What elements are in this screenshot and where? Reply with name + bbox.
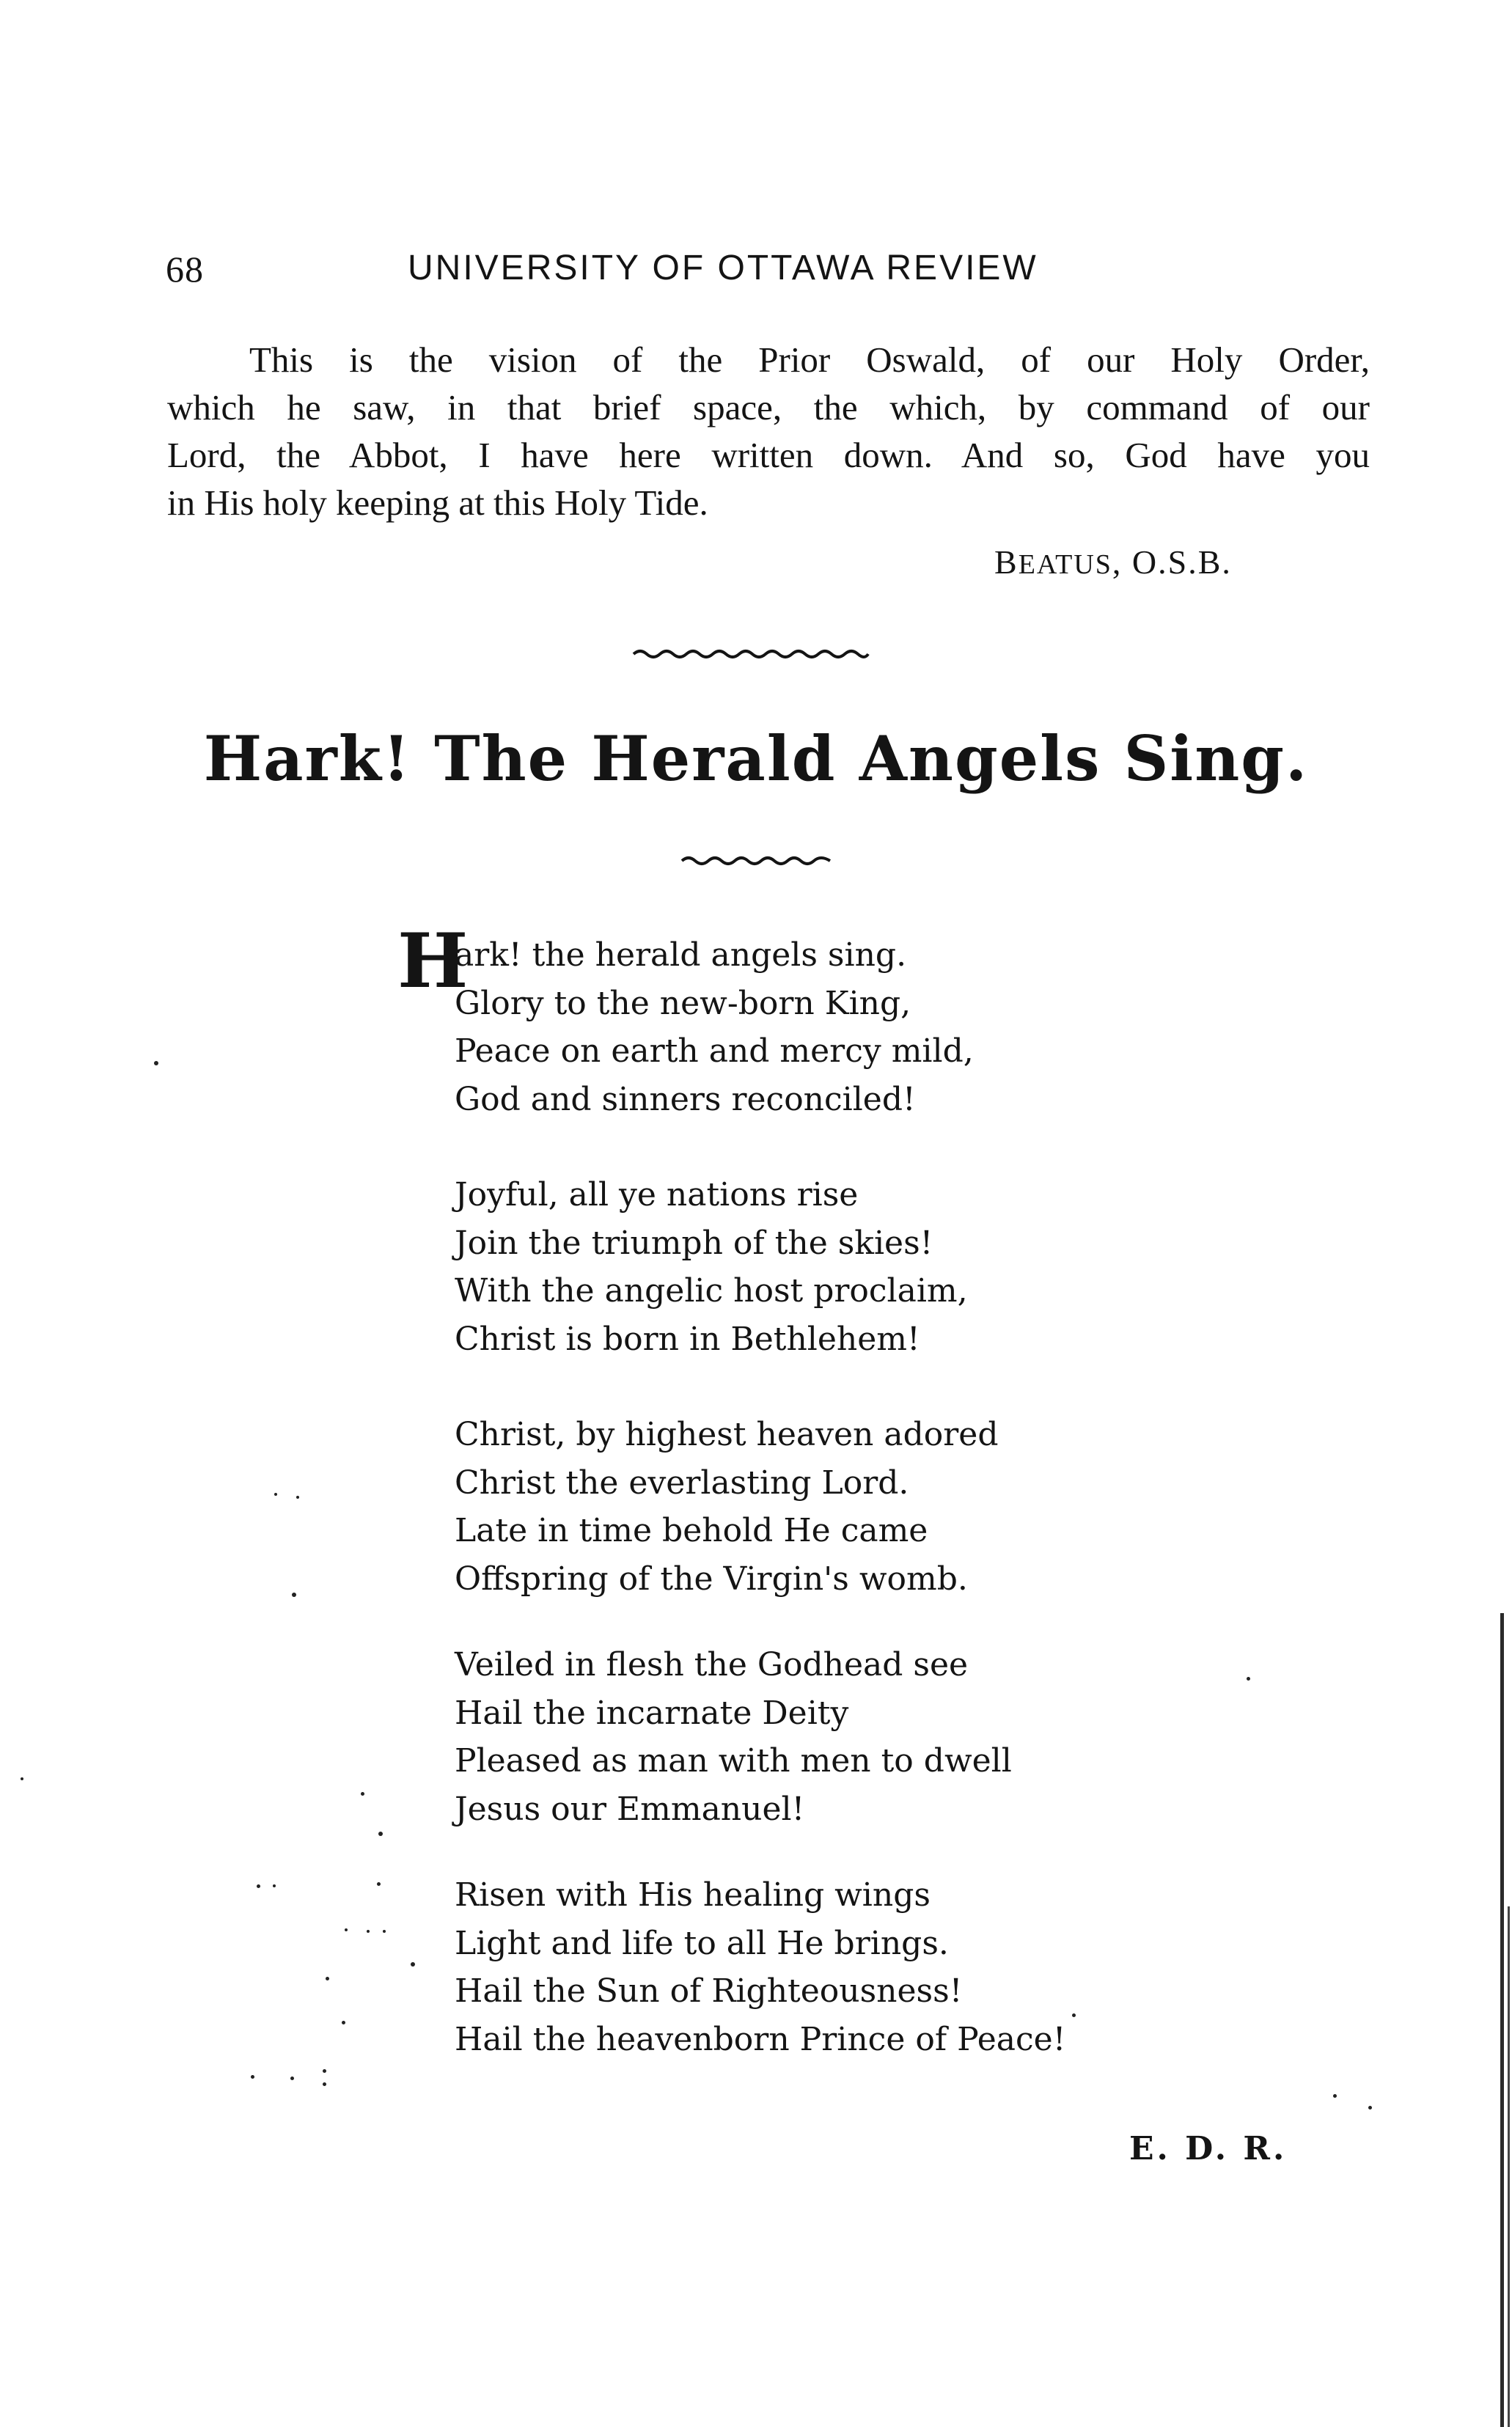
scan-speck xyxy=(383,1930,386,1933)
drop-cap: H xyxy=(397,917,469,1005)
prose-line: Lord, the Abbot, I have here written down. And so, God have you xyxy=(167,435,1370,475)
prose-line: This is the vision of the Prior Oswald, of our Holy Order, xyxy=(249,339,1370,380)
scan-edge xyxy=(1508,1906,1510,2427)
stanza xyxy=(397,917,1065,1123)
scan-speck xyxy=(154,1061,158,1065)
verse-line: Risen with His healing wings xyxy=(455,1876,931,1914)
verse-line: Christ, by highest heaven adored xyxy=(455,1416,999,1453)
scan-speck xyxy=(361,1792,364,1796)
verse-line: Jesus our Emmanuel! xyxy=(455,1790,805,1828)
scan-speck xyxy=(274,1493,277,1496)
scan-speck xyxy=(1368,2106,1372,2110)
scan-speck xyxy=(342,2021,345,2024)
prose-signature xyxy=(994,543,1232,581)
verse-line: Glory to the new-born King, xyxy=(455,984,911,1022)
scan-speck xyxy=(273,1884,276,1887)
verse-line: Veiled in flesh the Godhead see xyxy=(455,1646,969,1684)
verse-line: Join the triumph of the skies! xyxy=(455,1224,933,1262)
verse-line: Peace on earth and mercy mild, xyxy=(455,1032,974,1070)
scan-speck xyxy=(21,1777,23,1780)
scan-speck xyxy=(323,2082,326,2086)
verse-line: Hail the incarnate Deity xyxy=(455,1694,849,1732)
page-number: 68 xyxy=(166,249,204,290)
verse-line: Hail the heavenborn Prince of Peace! xyxy=(455,2020,1066,2058)
verse-line: ark! the herald angels sing. xyxy=(455,936,907,974)
scan-speck xyxy=(1247,1677,1250,1681)
poem-body xyxy=(397,917,1066,2111)
verse-line: Pleased as man with men to dwell xyxy=(455,1742,1012,1780)
signature-small-caps: EATUS xyxy=(1018,549,1112,580)
verse-line: Joyful, all ye nations rise xyxy=(455,1176,859,1214)
scan-speck xyxy=(378,1832,383,1836)
poem-signature: E. D. R. xyxy=(1129,2130,1288,2167)
scan-speck xyxy=(251,2075,254,2079)
prose-paragraph xyxy=(167,336,1370,526)
scan-speck xyxy=(367,1930,370,1933)
verse-line: Light and life to all He brings. xyxy=(455,1924,949,1962)
scan-speck xyxy=(257,1884,260,1888)
verse-line: Offspring of the Virgin's womb. xyxy=(455,1560,968,1598)
scan-speck xyxy=(1072,2013,1076,2017)
verse-line: Hail the Sun of Righteousness! xyxy=(455,1972,963,2010)
verse-line: Late in time behold He came xyxy=(455,1512,928,1549)
verse-line: Christ is born in Bethlehem! xyxy=(455,1320,920,1358)
poem-title: Hark! The Herald Angels Sing. xyxy=(203,722,1309,795)
wavy-ornament xyxy=(680,852,832,870)
stanza xyxy=(455,1171,1065,1363)
scan-speck xyxy=(292,1593,296,1597)
stanza xyxy=(455,1641,1065,1833)
scan-speck xyxy=(296,1496,299,1499)
scan-speck xyxy=(326,1977,329,1980)
scan-edge xyxy=(1500,1613,1504,2427)
scan-speck xyxy=(345,1928,348,1931)
scan-speck xyxy=(377,1882,381,1886)
scan-speck xyxy=(290,2077,294,2080)
wavy-rule-divider xyxy=(632,645,870,663)
scan-speck xyxy=(323,2069,326,2073)
scan-speck xyxy=(1333,2094,1337,2098)
running-title: UNIVERSITY OF OTTAWA REVIEW xyxy=(408,249,1038,287)
verse-line: Christ the everlasting Lord. xyxy=(455,1464,909,1502)
signature-initial: B xyxy=(994,543,1019,581)
verse-line: With the angelic host proclaim, xyxy=(455,1272,968,1310)
verse-line: God and sinners reconciled! xyxy=(455,1080,916,1118)
signature-suffix: , O.S.B. xyxy=(1112,543,1232,581)
prose-line: which he saw, in that brief space, the which, by command of our xyxy=(167,387,1370,427)
stanza xyxy=(455,1411,1065,1603)
prose-line: in His holy keeping at this Holy Tide. xyxy=(167,482,708,523)
scan-speck xyxy=(411,1962,415,1967)
stanza xyxy=(455,1871,1065,2063)
